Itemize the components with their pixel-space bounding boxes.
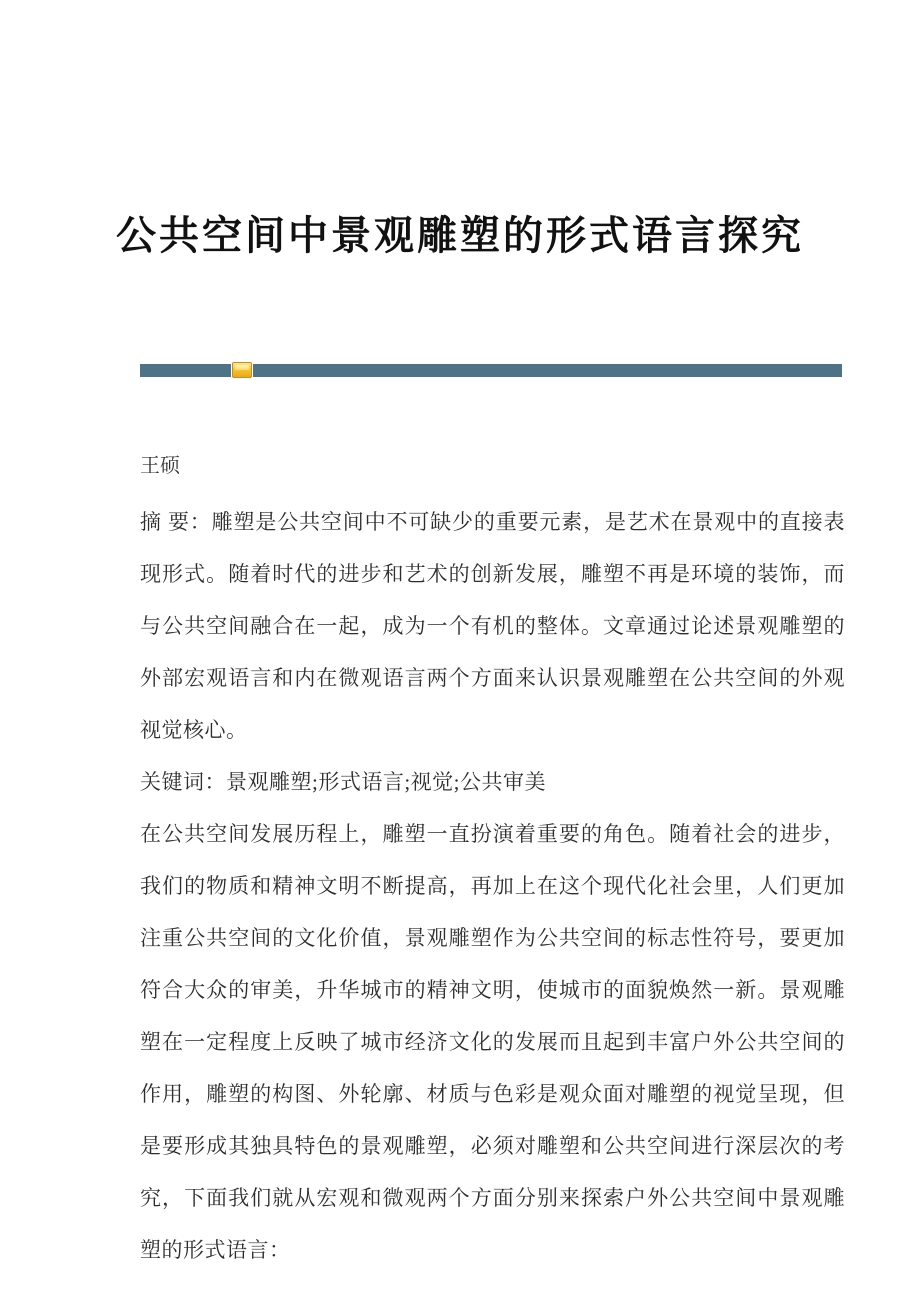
abstract-paragraph [140, 496, 845, 756]
text-column [140, 450, 845, 1276]
body-paragraph: 在公共空间发展历程上，雕塑一直扮演着重要的角色。随着社会的进步，我们的物质和精神文明不断提高，再加上在这个现代化社会里，人们更加注重公共空间的文化价值，景观雕塑作为公共空间的标志性符号，要更加符合大众的审美，升华城市的精神文明，使城市的面貌焕然一新。景观雕塑在一定程度上反映了城市经济文化的发展而且起到丰富户外公共空间的作用，雕塑的构图、外轮廓、材质与色彩是观众面对雕塑的视觉呈现，但是要形成其独具特色的景观雕塑，必须对雕塑和公共空间进行深层次的考究，下面我们就从宏观和微观两个方面分别来探索户外公共空间中景观雕塑的形式语言： [140, 822, 845, 1262]
author-name: 王硕 [140, 455, 180, 477]
envelope-icon [232, 362, 252, 378]
keywords-label: 关键词： [140, 770, 226, 794]
title-divider [140, 362, 842, 378]
page-title: 公共空间中景观雕塑的形式语言探究 [116, 213, 804, 258]
divider-bar-right [253, 364, 842, 377]
abstract-text: 雕塑是公共空间中不可缺少的重要元素，是艺术在景观中的直接表现形式。随着时代的进步和艺术的创新发展，雕塑不再是环境的装饰，而与公共空间融合在一起，成为一个有机的整体。文章通过论述景观雕塑的外部宏观语言和内在微观语言两个方面来认识景观雕塑在公共空间的外观视觉核心。 [140, 510, 845, 742]
divider-bar-left [140, 364, 231, 377]
keywords-text: 景观雕塑;形式语言;视觉;公共审美 [226, 770, 547, 794]
abstract-label: 摘 要： [140, 510, 212, 534]
keywords-paragraph [140, 756, 845, 808]
